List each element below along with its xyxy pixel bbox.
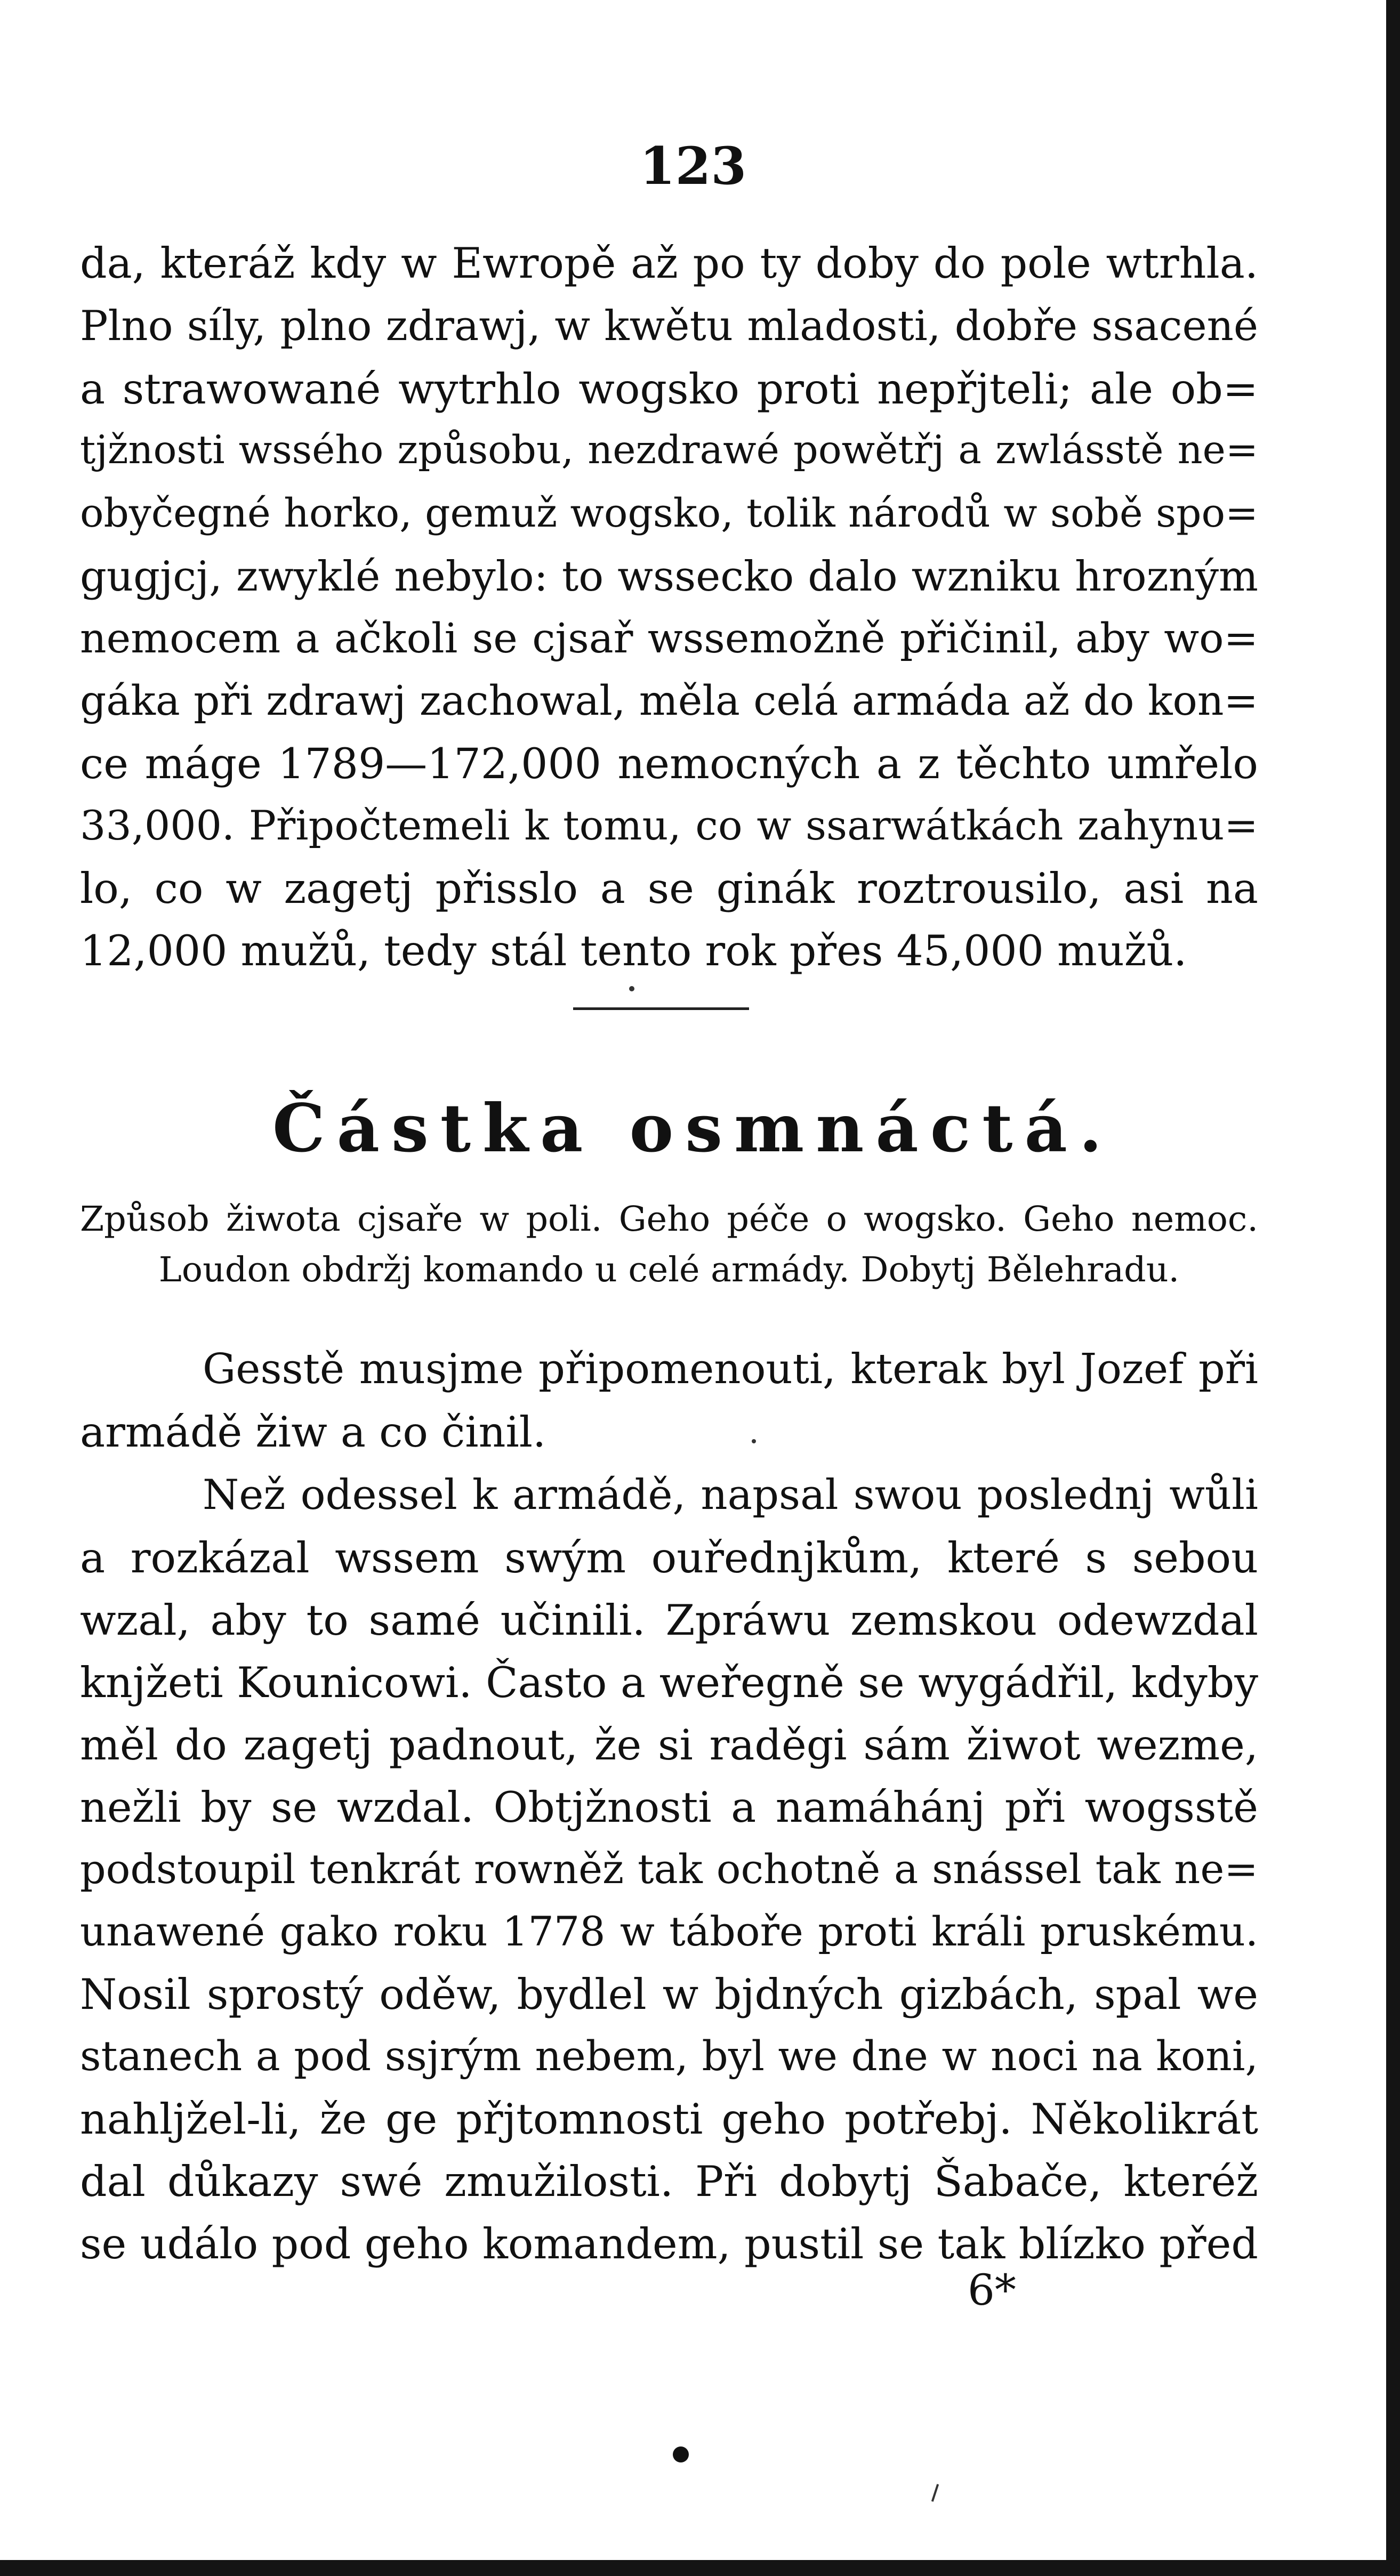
text-line: Plno síly, plno zdrawj, w kwětu mladosti, dobře ssacené: [80, 302, 1258, 350]
signature-mark: 6*: [968, 2265, 1016, 2315]
ink-speck: [629, 986, 634, 991]
page-number: 123: [639, 136, 747, 196]
text-line: gáka při zdrawj zachowal, měla celá armáda až do kon=: [80, 677, 1258, 725]
text-line: měl do zagetj padnout, že si raděgi sám žiwot wezme,: [80, 1721, 1258, 1770]
text-line: tjžnosti wssého způsobu, nezdrawé powětřj a zwlásstě ne=: [80, 427, 1258, 473]
text-line: wzal, aby to samé učinili. Zpráwu zemskou odewzdal: [80, 1596, 1258, 1645]
text-line: 33,000. Připočtemeli k tomu, co w ssarwátkách zahynu=: [80, 802, 1258, 849]
ink-dot: [673, 2446, 689, 2462]
text-line: a strawowané wytrhlo wogsko proti nepřjteli; ale ob=: [80, 365, 1258, 414]
text-line: nemocem a ačkoli se cjsař wssemožně přičinil, aby wo=: [80, 615, 1258, 663]
text-line: unawené gako roku 1778 w táboře proti králi pruskému.: [80, 1908, 1258, 1955]
chapter-title: Částka osmnáctá.: [272, 1090, 1114, 1167]
summary-line: Způsob žiwota cjsaře w poli. Geho péče o wogsko. Geho nemoc.: [80, 1199, 1258, 1239]
text-line: dal důkazy swé zmužilosti. Při dobytj Šabače, kteréž: [80, 2157, 1258, 2206]
text-line: obyčegné horko, gemuž wogsko, tolik národů w sobě spo=: [80, 490, 1258, 536]
text-line: se událo pod geho komandem, pustil se tak blízko před: [80, 2219, 1258, 2268]
text-line: Než odessel k armádě, napsal swou poslednj wůli: [203, 1471, 1258, 1519]
text-line: podstoupil tenkrát rowněž tak ochotně a snássel tak ne=: [80, 1845, 1258, 1893]
text-line: nahljžel-li, že ge přjtomnosti geho potřebj. Několikrát: [80, 2095, 1258, 2144]
text-line: nežli by se wzdal. Obtjžnosti a namáhánj při wogsstě: [80, 1783, 1258, 1832]
summary-line: Loudon obdržj komando u celé armády. Dobytj Bělehradu.: [158, 1250, 1180, 1290]
text-line: ce máge 1789—172,000 nemocných a z těchto umřelo: [80, 739, 1258, 788]
section-divider: [573, 1007, 749, 1010]
text-line: a rozkázal wssem swým ouřednjkům, které s sebou: [80, 1533, 1258, 1582]
text-line: Nosil sprostý oděw, bydlel w bjdných gizbách, spal we: [80, 1970, 1258, 2019]
text-line: da, kteráž kdy w Ewropě až po ty doby do pole wtrhla.: [80, 239, 1258, 288]
text-line: gugjcj, zwyklé nebylo: to wssecko dalo wzniku hrozným: [80, 553, 1258, 601]
text-line: 12,000 mužů, tedy stál tento rok přes 45,000 mužů.: [80, 926, 1187, 975]
ink-speck: [752, 1439, 756, 1443]
text-line: armádě žiw a co činil.: [80, 1408, 546, 1457]
text-line: Gesstě musjme připomenouti, kterak byl Jozef při: [203, 1345, 1258, 1393]
ink-speck: [931, 2484, 939, 2502]
text-line: knjžeti Kounicowi. Často a weřegně se wygádřil, kdyby: [80, 1658, 1258, 1707]
text-line: stanech a pod ssjrým nebem, byl we dne w noci na koni,: [80, 2033, 1258, 2080]
text-line: lo, co w zagetj přisslo a se ginák roztrousilo, asi na: [80, 864, 1258, 913]
